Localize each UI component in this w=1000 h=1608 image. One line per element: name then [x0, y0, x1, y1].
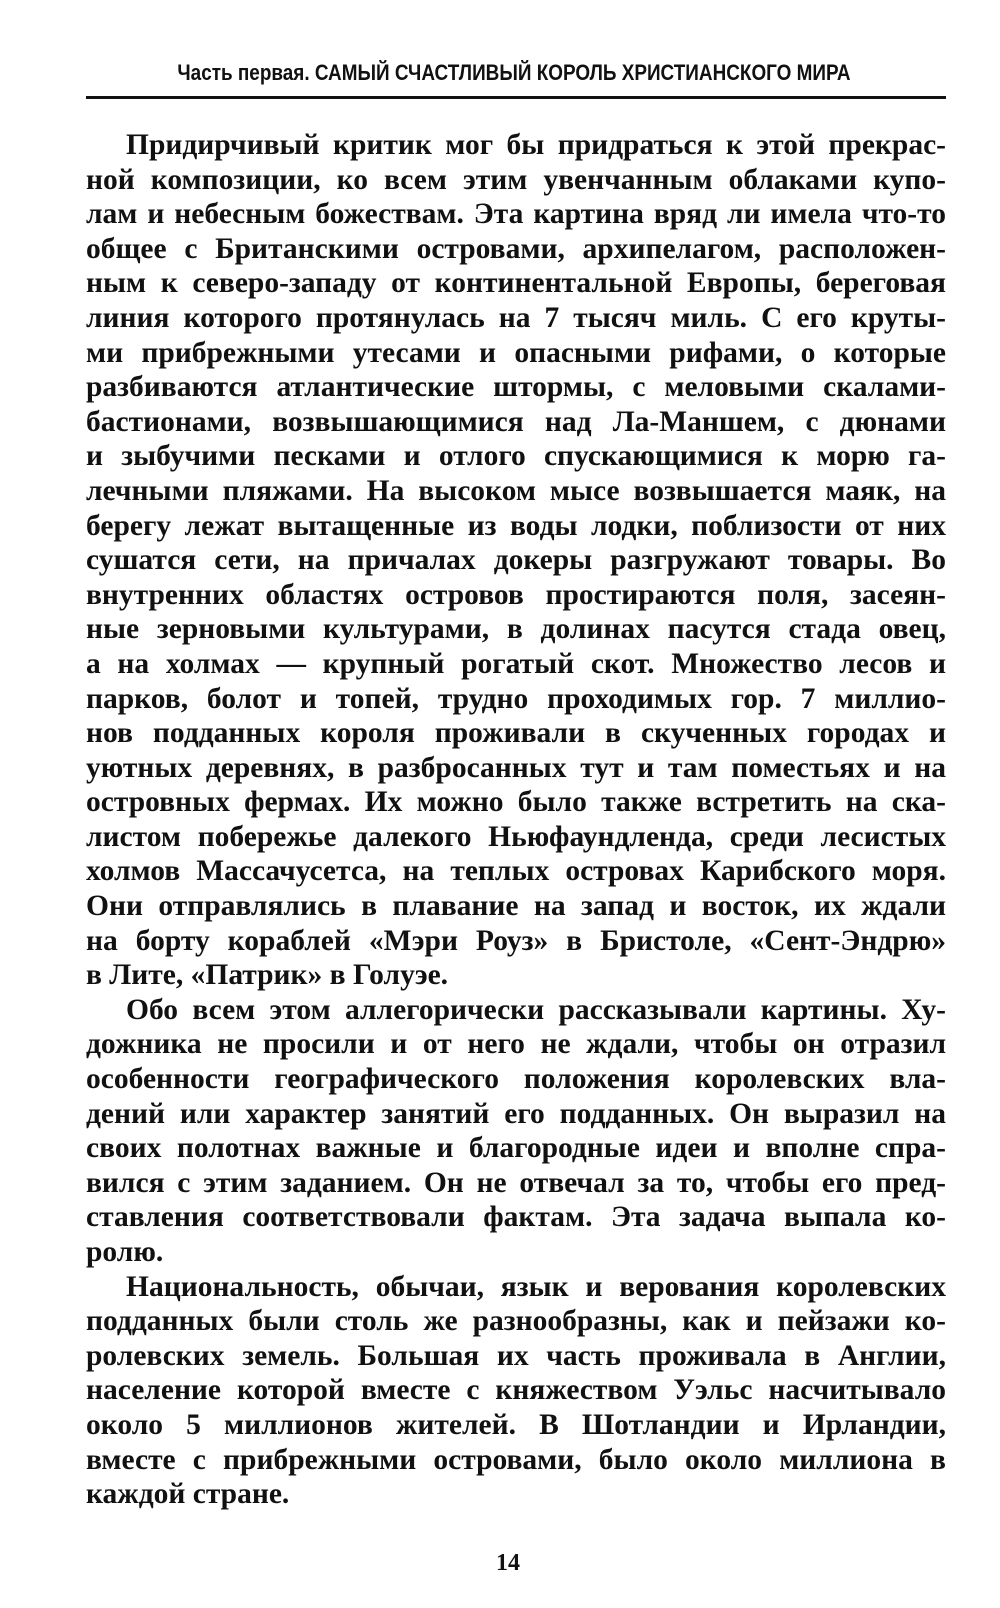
text-line: дожника не просили и от него не ждали, чтобы он отразил [86, 1028, 946, 1061]
text-line: общее с Британскими островами, архипелагом, расположен- [86, 232, 946, 265]
paragraph [86, 993, 946, 1270]
running-header-title: Часть первая. САМЫЙ СЧАСТЛИВЫЙ КОРОЛЬ ХРИСТИАНСКОГО МИРА [177, 60, 851, 85]
text-line: берегу лежат вытащенные из воды лодки, поблизости от них [86, 509, 946, 542]
text-line: сушатся сети, на причалах докеры разгружают товары. Во [86, 544, 946, 577]
text-line: вместе с прибрежными островами, было около миллиона в [86, 1443, 946, 1476]
text-line: нов подданных короля проживали в скученных городах и [86, 717, 946, 750]
text-line: подданных были столь же разнообразны, как и пейзажи ко- [86, 1305, 946, 1338]
text-line: а на холмах — крупный рогатый скот. Множество лесов и [86, 647, 946, 680]
text-line: линия которого протянулась на 7 тысяч миль. С его круты- [86, 301, 946, 334]
text-line: внутренних областях островов простираются поля, засеян- [86, 578, 946, 611]
text-line: вился с этим заданием. Он не отвечал за то, чтобы его пред- [86, 1166, 946, 1199]
text-line: Они отправлялись в плавание на запад и восток, их ждали [86, 890, 946, 923]
text-line: ми прибрежными утесами и опасными рифами, о которые [86, 336, 946, 369]
text-line: ной композиции, ко всем этим увенчанным облаками купо- [86, 163, 946, 196]
text-line: Национальность, обычаи, язык и верования королевских [126, 1270, 946, 1303]
paragraph [86, 1270, 946, 1512]
text-line: каждой стране. [86, 1478, 290, 1511]
header-rule [86, 96, 946, 99]
text-line: своих полотнах важные и благородные идеи и вполне спра- [86, 1132, 946, 1165]
text-line: ролю. [86, 1236, 164, 1268]
text-line: лам и небесным божествам. Эта картина вряд ли имела что-то [86, 198, 946, 231]
text-line: население которой вместе с княжеством Уэльс насчитывало [86, 1374, 946, 1407]
text-line: Обо всем этом аллегорически рассказывали картины. Ху- [126, 993, 946, 1026]
text-line: листом побережье далекого Ньюфаундленда, среди лесистых [86, 820, 946, 853]
text-line: дений или характер занятий его подданных. Он выразил на [86, 1097, 946, 1130]
body-text [86, 128, 946, 1512]
text-line: и зыбучими песками и отлого спускающимися к морю га- [86, 440, 946, 473]
text-line: на борту кораблей «Мэри Роуз» в Бристоле, «Сент-Эндрю» [86, 924, 946, 957]
page-number: 14 [496, 1550, 520, 1576]
text-line: бастионами, возвышающимися над Ла-Маншем, с дюнами [86, 405, 946, 438]
text-line: ным к северо-западу от континентальной Европы, береговая [86, 267, 946, 300]
text-line: Придирчивый критик мог бы придраться к этой прекрас- [126, 129, 946, 161]
text-line: парков, болот и топей, трудно проходимых гор. 7 миллио- [86, 682, 946, 715]
text-line: уютных деревнях, в разбросанных тут и там поместьях и на [86, 751, 946, 784]
paragraph [86, 128, 946, 993]
text-line: около 5 миллионов жителей. В Шотландии и Ирландии, [86, 1408, 946, 1441]
text-line: особенности географического положения королевских вла- [86, 1063, 946, 1096]
text-line: разбиваются атлантические штормы, с меловыми скалами- [86, 371, 946, 404]
text-line: ные зерновыми культурами, в долинах пасутся стада овец, [86, 613, 946, 646]
text-line: холмов Массачусетса, на теплых островах Карибского моря. [86, 855, 946, 888]
text-line: ставления соответствовали фактам. Эта задача выпала ко- [86, 1201, 946, 1234]
text-line: лечными пляжами. На высоком мысе возвышается маяк, на [86, 474, 946, 507]
text-line: островных фермах. Их можно было также встретить на ска- [86, 786, 946, 819]
text-line: ролевских земель. Большая их часть проживала в Англии, [86, 1339, 946, 1372]
text-line: в Лите, «Патрик» в Голуэе. [86, 959, 449, 992]
